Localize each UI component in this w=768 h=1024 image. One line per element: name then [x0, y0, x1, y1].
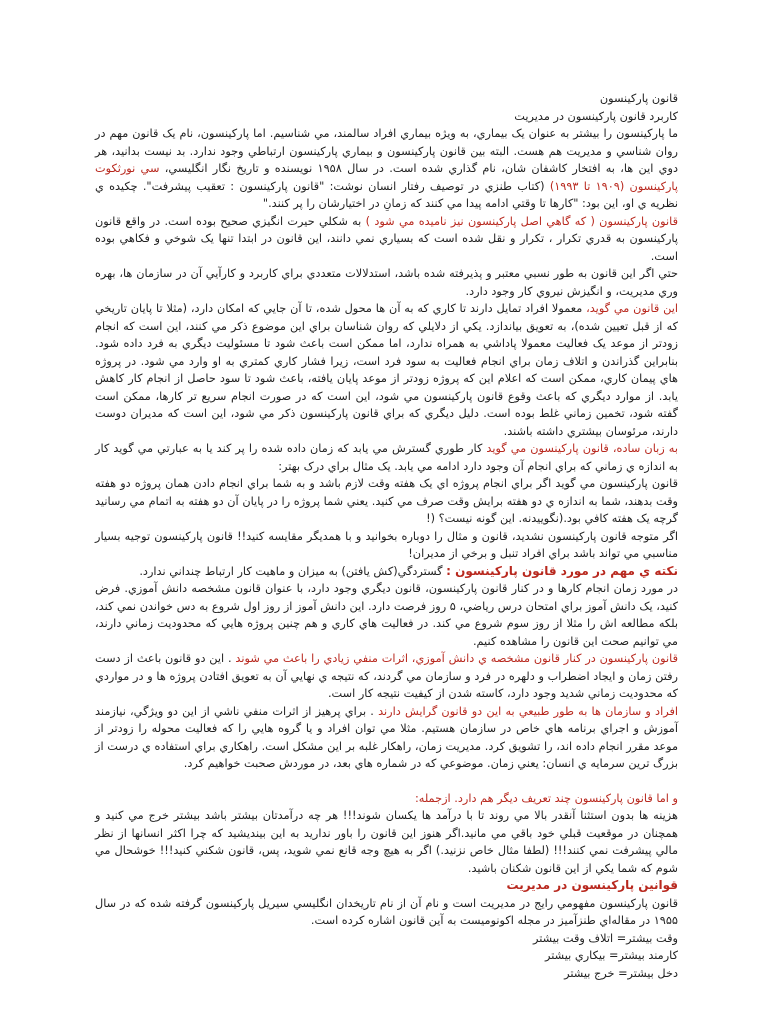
doc-subtitle: كاربرد قانون پاركينسون در مديريت	[514, 109, 678, 123]
paragraph-text: (كتاب طنزي در توصيف رفتار انسان نوشت: "قانون پاركينسون : تعقيب پيشرفت". چكيده ي نظريه ي او، اين بود: "كارها تا وقتي ادامه پيدا مي كنند كه زمانِ در اختيارشان را پر كنند."	[95, 179, 678, 210]
paragraph-student-law: در مورد زمان انجام كارها و در كنار قانون پاركينسون، قانون ديگري وجود دارد، با عنوان قانون مشخصه دانش آموزي. فرض كنيد، يک دانش آموز براي امتحان درس رياضي، ۵ روز فرصت دارد. اين دانش آموز از روز اول شروع به دس خواندن نمي كند، بلكه مطالعه اش را مثلا از روز سوم شروع مي كند. در فعاليت هاي كاري و هم چنين پروژه هايي كه محدوديت زماني دارند، مي توانيم صحت اين قانون را مشاهده كنيم.	[95, 582, 678, 648]
list-item: كارمند بيشتر= بيكاري بيشتر	[545, 949, 678, 962]
paragraph-origin: قانون پاركينسون مفهومي رايج در مديريت است و نام آن از نام تاريخدان انگليسي سيريل پاركينسون گرفته شده كه در سال ۱۹۵۵ در مقاله‌اي طنزآميز در مجله اكونوميست به آين قانون اشاره كرده است.	[95, 896, 678, 927]
paragraph-text: به شكلي حيرت انگيزي صحيح بوده است. در واقع قانون پاركينسون به قدري تكرار ، تكرار و نقل شده است كه بسياري نمي دانند، اين قانون در ابتدا تنها يک شوخي و فكاهي بوده است.	[95, 214, 678, 263]
paragraph-validity: حتي اگر اين قانون به طور نسبي معتبر و پذيرفته شده باشد، استدلالات متعددي براي كاربرد و كارآيي آن در سازمان ها، بهره وري مديريت، و انگيزش نيروي كار وجود دارد.	[95, 267, 678, 298]
doc-title: قانون پاركينسون	[599, 92, 678, 105]
paragraph-example: قانون پاركينسون مي گويد اگر براي انجام پروژه اي يک هفته وقت لازم باشد و به شما براي انجام دادن همان پروژه دو هفته وقت بدهند، شما به اندازه ي دو هفته برايش وقت صرف مي كنيد. يعني شما پروژه را در پايان آن دو هفته به اتمام مي رسانيد گرچه يک هفته كافي بود.(نگوييدنه. اين گونه نيست؟ (!	[95, 477, 678, 525]
section-heading-management: قوانين پاركينسون در مديريت	[506, 878, 678, 892]
highlight-text: اين قانون مي گويد،	[586, 302, 678, 315]
paragraph-simple	[95, 440, 678, 475]
paragraph-law-says	[95, 300, 678, 440]
paragraph-law-alias	[95, 213, 678, 266]
section-heading: نكته ي مهم در مورد قانون پاركينسون :	[446, 563, 678, 578]
paragraph-text: كار طوري گسترش مي يابد كه زمان داده شده را پر كند يا به عبارتي مي گويد كار به اندازه ي زماني كه براي انجام آن وجود دارد ادامه مي يابد. يک مثال براي درک بهتر:	[95, 442, 678, 473]
paragraph-text: گستردگي(كش يافتن) به ميزان و ماهيت كار ارتباط چنداني ندارد.	[139, 564, 443, 578]
paragraph-text: . اين دو قانون باعث از دست رفتن زمان و ايجاد اضطراب و دلهره در فرد و سازمان مي گردند، كه نتيجه ي نهايي آن به تعويق افتادن پروژه ها و در مواردي كه محدوديت زماني شديد وجود دارد، كاسته شدن از كيفيت نتيجه كار است.	[95, 652, 678, 700]
highlight-text: قانون پاركينسون ( كه گاهي اصل پاركينسون نيز ناميده مي شود )	[365, 214, 679, 228]
highlight-text: افراد و سازمان ها به طور طبيعي به اين دو قانون گرايش دارند	[378, 704, 678, 718]
paragraph-text: . براي پرهيز از اثرات منفي ناشي از اين دو ويژگي، نيازمند آموزش و اجراي برنامه هاي خاص در سازمان هستيم. مثلا مي توان افراد و يا گروه هايي را كه فعاليت محوله را زودتر از موعد مقرر انجام داده اند، را تشويق كرد. مديريت زمان، راهكار غلبه بر اين مشكل است. راهكاري براي استفاده ي درست از بزرگ ترين سرمايه ي انسان: يعني زمان. موضوعي كه در شماره هاي بعد، در موردش صحبت خواهيم كرد.	[95, 704, 678, 770]
paragraph-tendency	[95, 703, 678, 773]
spacer	[95, 773, 678, 790]
highlight-text: قانون پاركينسون در كنار قانون مشخصه ي دانش آموزي، اثرات منفي زيادي را باعث مي شوند	[235, 652, 679, 665]
paragraph-compare: اگر متوجه قانون پاركينسون نشديد، قانون و مثال را دوباره بخوانيد و با همديگر مقايسه كنيد!! قانون پاركينسون توجيه بسيار مناسبي مي تواند باشد براي افراد تنبل و برخي از مديران!	[95, 529, 678, 560]
paragraph-text: معمولا افراد تمايل دارند تا كاري كه به آن ها محول شده، تا آن جايي كه امكان دارد، (مثلا تا پايان تاريخي كه از قبل تعيين شده)، به تعويق بياندازد. يكي از دلايلي كه روان شناسان براي اين موضوع ذكر مي كنند، اين است كه انجام زودتر از موعد يک فعاليت معمولا پاداشي به همراه ندارد، اما ممكن است باعث شود تا مسئوليت ديگري به فرد داده شود. بنابراين گذراندن و اتلاف زمان براي انجام فعاليت به سود فرد است، زيرا فشار كاري كمتري به او وارد مي شود. در پروژه هاي پيمان كاري، ممكن است كه اعلام اين كه پروژه زودتر از موعد پايان يافته، باعث شود تا سود حاصل از انجام كار كاهش يابد. از موارد ديگري كه باعث وقوع قانون پاركينسون مي شود، اين است كه در صورت انجام سريع تر كارها، ممكن است گفته شود، تخمين زماني غلط بوده است. دليل ديگري كه براي قانون پاركينسون ذكر مي شود، اين است كه مديران دوست دارند، مرئوسان بيشتري داشته باشند.	[95, 302, 678, 438]
paragraph-negative-effects	[95, 650, 678, 703]
paragraph-text: ما پاركينسون را بيشتر به عنوان يک بيماري، به ويژه بيماري افراد سالمند، مي شناسيم. اما پاركينسون، نام يک قانون مهم در روان شناسي و مديريت هم هست. البته بين قانون پاركينسون و بيماري پاركينسون ارتباطي وجود ندارد. بد نيست بدانيد، هر دوي اين ها، به افتخار كاشفان شان، نام گذاري شده است. در سال ۱۹۵۸ نويسنده و تاريخ نگار انگليسي،	[95, 127, 678, 175]
list-item: دخل بيشتر= خرج بيشتر	[564, 966, 678, 980]
highlight-text: سي نورثكوت پاركينسون (۱۹۰۹ تا ۱۹۹۳)	[95, 162, 678, 193]
list-item: وقت بيشتر= اتلاف وقت بيشتر	[532, 931, 678, 945]
paragraph-expenses: هزينه ها بدون استثنا آنقدر بالا مي روند تا با درآمد ها يكسان شوند!!! هر چه درآمدتان بيشتر باشد بيشتر خرج مي كنيد و همچنان در موقعيت قبلي خود باقي مي مانيد.اگر هنوز اين قانون را باور نداريد به اين بينديشيد كه چرا اكثر انسانها از نظر مالي پيشرفت نمي كنند!!! (لطفا مثال خاص نزنيد.) اگر به هيچ وجه قانع نمي شويد، پس، قانون شكني كنيد!!! خوشحال مي شوم كه شما يكي از اين قانون شكنان باشيد.	[95, 809, 678, 875]
paragraph-important-note	[95, 563, 678, 581]
highlight-text: به زبان ساده، قانون پاركينسون مي گويد	[486, 442, 678, 455]
paragraph-other-definitions: و اما قانون پاركينسون چند تعريف ديگر هم دارد. ازجمله:	[414, 791, 678, 805]
paragraph-intro	[95, 125, 678, 213]
document-body	[95, 90, 678, 982]
